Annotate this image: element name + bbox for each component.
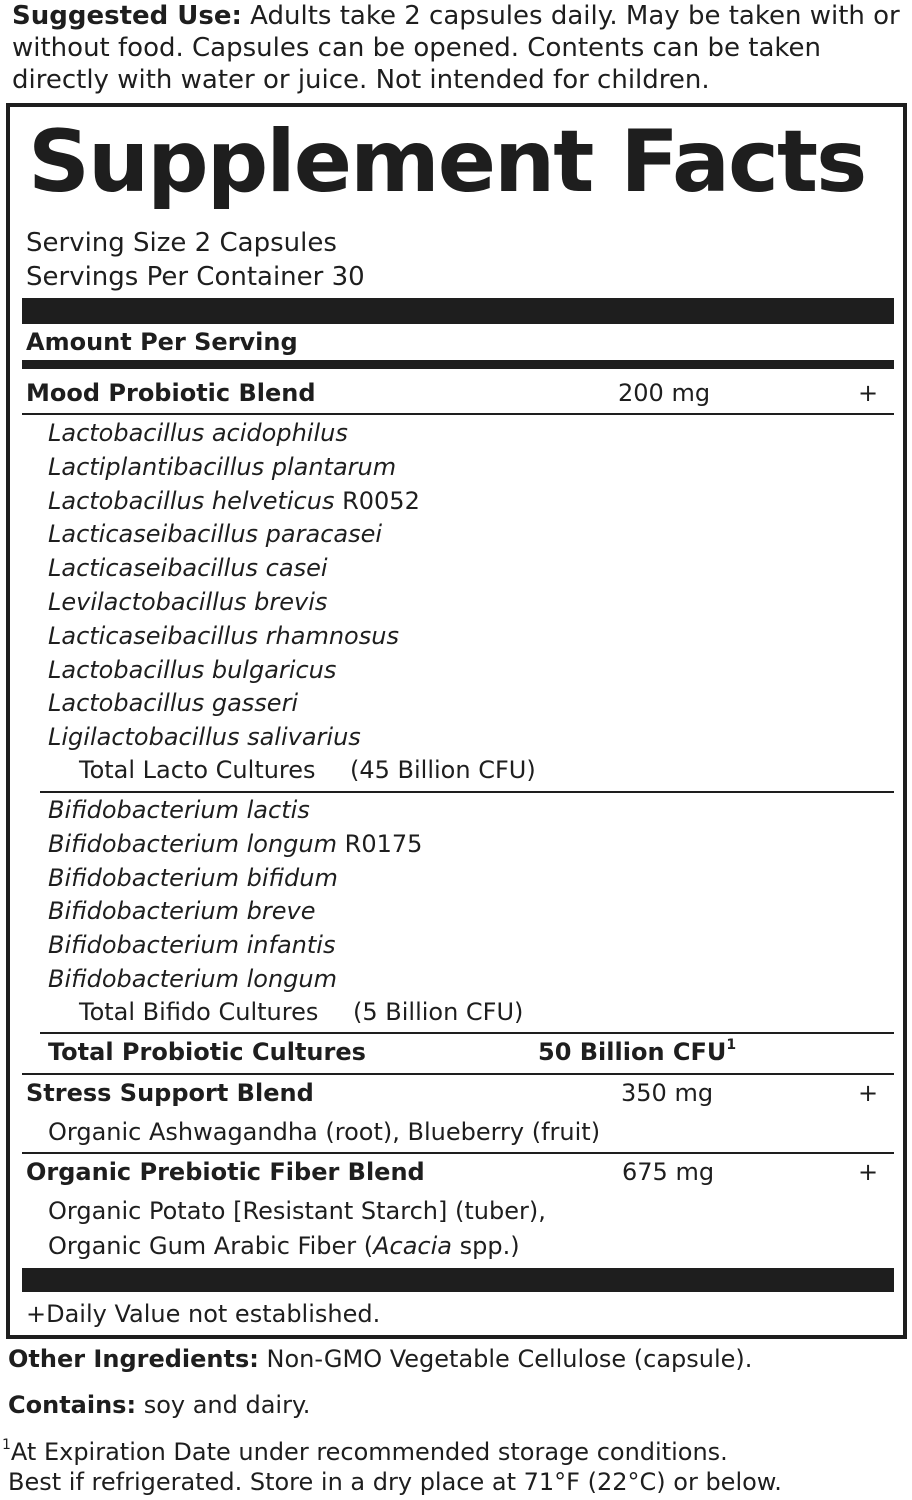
species-item <box>48 585 327 619</box>
species-name: Bifidobacterium breve <box>48 897 316 926</box>
species-name: Lacticaseibacillus paracasei <box>48 520 383 549</box>
total-lacto-label: Total Lacto Cultures <box>79 756 316 784</box>
stress-blend-amount: 350 mg <box>621 1079 714 1107</box>
species-item <box>48 619 399 653</box>
panel-title: Supplement Facts <box>28 112 866 212</box>
divider-rule <box>22 1073 894 1075</box>
species-item <box>48 551 328 585</box>
prebiotic-blend-amount: 675 mg <box>622 1158 715 1186</box>
species-name: Lactobacillus bulgaricus <box>48 655 337 684</box>
species-name: Bifidobacterium longum <box>48 965 338 993</box>
prebiotic-ingredients-line2 <box>48 1229 520 1263</box>
dv-note: +Daily Value not established. <box>26 1300 381 1328</box>
species-name: Lactobacillus helveticus <box>48 486 335 515</box>
species-item <box>48 793 310 827</box>
suggested-use <box>12 0 902 96</box>
serving-size: Serving Size 2 Capsules <box>26 228 337 258</box>
footnote-mark: 1 <box>2 1437 11 1453</box>
other-ingredients-label: Other Ingredients: <box>8 1345 259 1373</box>
species-item <box>48 653 336 687</box>
species-name: Ligilactobacillus salivarius <box>48 723 361 752</box>
prebiotic-blend-name: Organic Prebiotic Fiber Blend <box>26 1158 425 1186</box>
stress-blend-dv: + <box>858 1079 879 1107</box>
total-probiotic-amount: 50 Billion CFU <box>538 1038 727 1066</box>
species-name: Bifidobacterium infantis <box>48 931 336 960</box>
total-probiotic-label: Total Probiotic Cultures <box>48 1038 366 1066</box>
footnote-line2: Best if refrigerated. Store in a dry place at 71°F (22°C) or below. <box>8 1468 782 1496</box>
suggested-use-label: Suggested Use: <box>12 1 242 31</box>
species-item <box>48 517 382 551</box>
species-name: Bifidobacterium lactis <box>48 796 310 824</box>
species-item <box>48 894 315 928</box>
divider-rule <box>22 1152 894 1154</box>
mood-blend-name: Mood Probiotic Blend <box>26 379 316 407</box>
footnote-mark: 1 <box>726 1037 737 1053</box>
prebiotic-ingredients-line2-b: spp.) <box>452 1232 520 1260</box>
total-bifido-label: Total Bifido Cultures <box>79 998 319 1026</box>
species-name: Lactiplantibacillus plantarum <box>48 452 397 481</box>
total-lacto-value: (45 Billion CFU) <box>350 756 536 784</box>
servings-per-container: Servings Per Container 30 <box>26 262 365 292</box>
divider-rule <box>22 413 894 415</box>
footnote-text-1: At Expiration Date under recommended storage conditions. <box>10 1438 728 1466</box>
contains <box>8 1390 310 1420</box>
species-name: Bifidobacterium bifidum <box>48 863 338 892</box>
species-item <box>48 928 335 962</box>
prebiotic-ingredients-line1: Organic Potato [Resistant Starch] (tuber), <box>48 1197 546 1225</box>
suggested-use-line2: without food. Capsules can be opened. Contents can be taken <box>12 33 821 63</box>
species-name: Lactobacillus acidophilus <box>48 419 348 447</box>
species-name: Lacticaseibacillus casei <box>48 554 328 583</box>
species-name: Lacticaseibacillus rhamnosus <box>48 621 399 650</box>
total-probiotic-value <box>538 1035 736 1069</box>
species-item <box>48 720 361 754</box>
stress-blend-ingredients: Organic Ashwagandha (root), Blueberry (fruit) <box>48 1118 601 1146</box>
thick-divider <box>22 1268 894 1292</box>
strain-code: R0052 <box>334 486 420 515</box>
amount-per-serving: Amount Per Serving <box>26 328 298 356</box>
species-item <box>48 416 348 450</box>
contains-label: Contains: <box>8 1391 137 1419</box>
species-name: Bifidobacterium longum <box>48 829 338 858</box>
species-item <box>48 861 338 895</box>
contains-text: soy and dairy. <box>136 1391 311 1419</box>
suggested-use-line1: Adults take 2 capsules daily. May be taken with or <box>241 1 900 31</box>
total-bifido-value: (5 Billion CFU) <box>353 998 524 1026</box>
species-item <box>48 962 337 996</box>
supplement-facts-panel <box>6 103 907 1339</box>
strain-code: R0175 <box>337 829 423 858</box>
other-ingredients-text: Non-GMO Vegetable Cellulose (capsule). <box>258 1345 753 1373</box>
suggested-use-line3: directly with water or juice. Not intended for children. <box>12 65 710 95</box>
prebiotic-blend-dv: + <box>858 1158 879 1186</box>
mood-blend-dv: + <box>858 379 879 407</box>
species-item <box>48 686 298 720</box>
prebiotic-ingredients-line2-a: Organic Gum Arabic Fiber ( <box>48 1232 374 1260</box>
divider-rule <box>40 1032 894 1034</box>
other-ingredients <box>8 1344 752 1374</box>
species-item <box>48 450 396 484</box>
stress-blend-name: Stress Support Blend <box>26 1079 314 1107</box>
mood-blend-amount: 200 mg <box>618 379 711 407</box>
species-item <box>48 827 422 861</box>
footnote-line1 <box>2 1437 728 1467</box>
thick-divider <box>22 298 894 324</box>
species-item <box>48 484 420 518</box>
medium-divider <box>22 360 894 369</box>
prebiotic-ingredients-line2-italic: Acacia <box>373 1232 452 1260</box>
species-name: Lactobacillus gasseri <box>48 689 299 718</box>
species-name: Levilactobacillus brevis <box>48 588 328 616</box>
